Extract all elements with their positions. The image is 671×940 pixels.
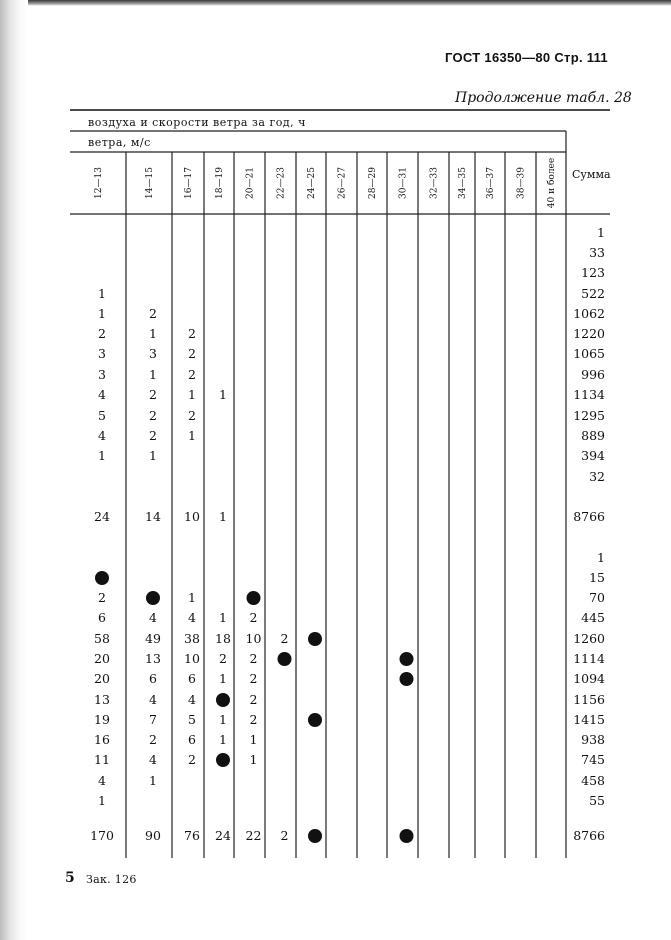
table-cell: 2 — [219, 651, 227, 666]
row-sum: 70 — [589, 590, 605, 605]
table-cell: 6 — [98, 610, 106, 625]
row-sum: 1295 — [573, 408, 605, 423]
standard-code: ГОСТ 16350—80 Стр. 111 — [445, 50, 608, 65]
table-cell: 3 — [149, 346, 157, 361]
table-cell: 24 — [94, 509, 110, 524]
table-cell: 2 — [98, 326, 106, 341]
table-cell-dot — [247, 591, 261, 605]
row-sum: 1 — [597, 550, 605, 565]
table-cell: 2 — [149, 408, 157, 423]
table-cell: 1 — [188, 428, 196, 443]
table-cell: 38 — [184, 631, 200, 646]
row-sum: 1065 — [573, 346, 605, 361]
column-header: 30—31 — [398, 167, 409, 199]
table-cell: 4 — [188, 610, 196, 625]
column-header: 20—21 — [245, 167, 256, 199]
table-cell-dot — [95, 571, 109, 585]
table-cell-dot — [216, 693, 230, 707]
table-cell: 6 — [188, 732, 196, 747]
column-header: 22—23 — [276, 167, 287, 199]
table-cell: 1 — [149, 367, 157, 382]
table-cell: 2 — [280, 631, 289, 646]
row-sum: 1156 — [573, 692, 605, 707]
row-sum: 996 — [581, 367, 605, 382]
table-cell: 16 — [94, 732, 110, 747]
table-cell: 1 — [219, 387, 227, 402]
table-cell: 13 — [145, 651, 161, 666]
row-sum: 522 — [581, 286, 605, 301]
table-cell: 4 — [98, 773, 106, 788]
row-sum: 938 — [581, 732, 605, 747]
column-header: 34—35 — [458, 167, 468, 199]
row-sum: 458 — [581, 773, 605, 788]
table-cell: 170 — [90, 828, 114, 843]
table-cell: 2 — [249, 712, 258, 727]
row-sum: 1260 — [573, 631, 605, 646]
row-sum: 33 — [589, 245, 605, 260]
table-cell: 2 — [188, 326, 196, 341]
column-header: 24—25 — [307, 167, 317, 199]
table-cell: 14 — [145, 509, 161, 524]
table-cell: 1 — [98, 793, 106, 808]
table-cell: 2 — [188, 346, 196, 361]
table-cell: 2 — [249, 692, 258, 707]
table-continuation-label: Продолжение табл. 28 — [455, 90, 632, 106]
table-cell: 1 — [149, 773, 157, 788]
column-header: 18—19 — [215, 167, 225, 199]
table-cell: 1 — [98, 306, 106, 321]
table-cell: 1 — [249, 732, 258, 747]
column-header: 38—39 — [516, 167, 527, 199]
row-sum: 1415 — [573, 712, 605, 727]
table-cell-dot — [400, 829, 414, 843]
table-cell: 1 — [219, 671, 227, 686]
table-cell: 1 — [188, 590, 196, 605]
row-sum: 15 — [589, 570, 605, 585]
table-cell: 4 — [149, 752, 157, 767]
table-cell: 2 — [188, 367, 196, 382]
column-header: 32—33 — [429, 167, 440, 199]
table-cell: 20 — [94, 651, 110, 666]
table-cell: 20 — [94, 671, 110, 686]
table-cell: 49 — [145, 631, 161, 646]
table-cell: 10 — [184, 509, 200, 524]
table-cell: 4 — [98, 428, 106, 443]
table-cell: 2 — [188, 408, 196, 423]
row-sum: 1220 — [573, 326, 605, 341]
table-cell: 1 — [98, 448, 106, 463]
table-cell: 1 — [219, 732, 227, 747]
row-sum: 745 — [581, 752, 605, 767]
table-cell: 2 — [149, 732, 157, 747]
row-sum: 55 — [589, 793, 605, 808]
table-cell: 2 — [98, 590, 106, 605]
table-cell: 1 — [149, 448, 157, 463]
table-cell-dot — [146, 591, 160, 605]
table-cell: 2 — [249, 651, 258, 666]
column-header: 16—17 — [184, 167, 194, 199]
table-cell: 13 — [94, 692, 110, 707]
table-cell: 1 — [219, 509, 227, 524]
table-header-row1: воздуха и скорости ветра за год, ч — [88, 116, 306, 129]
table-cell: 2 — [149, 306, 157, 321]
row-sum: 1114 — [573, 651, 605, 666]
table-cell: 2 — [280, 828, 289, 843]
table-cell: 19 — [94, 712, 110, 727]
table-cell-dot — [308, 713, 322, 727]
table-cell: 7 — [149, 712, 157, 727]
column-header: 28—29 — [368, 167, 378, 199]
table-cell: 3 — [98, 346, 106, 361]
table-cell: 2 — [249, 610, 258, 625]
row-sum: 889 — [581, 428, 605, 443]
table-cell: 24 — [215, 828, 231, 843]
column-header: 26—27 — [337, 167, 348, 199]
table-cell: 22 — [245, 828, 262, 843]
table-cell: 4 — [149, 610, 157, 625]
table-cell: 2 — [188, 752, 196, 767]
sum-column-header: Сумма — [572, 168, 611, 181]
table-cell-dot — [400, 672, 414, 686]
table-cell: 76 — [184, 828, 200, 843]
table-cell: 1 — [188, 387, 196, 402]
table-cell: 10 — [245, 631, 262, 646]
column-header: 36—37 — [486, 167, 496, 199]
table-cell: 2 — [149, 387, 157, 402]
row-sum: 8766 — [573, 828, 605, 843]
table-cell: 90 — [145, 828, 161, 843]
table-cell: 1 — [98, 286, 106, 301]
table-cell: 6 — [188, 671, 196, 686]
row-sum: 394 — [581, 448, 605, 463]
table-cell: 4 — [98, 387, 106, 402]
table-cell: 2 — [149, 428, 157, 443]
table-cell-dot — [278, 652, 292, 666]
column-header: 12—13 — [94, 167, 104, 199]
table-cell-dot — [400, 652, 414, 666]
table-cell: 2 — [249, 671, 258, 686]
table-cell: 58 — [94, 631, 110, 646]
row-sum: 1062 — [573, 306, 605, 321]
column-header: 14—15 — [145, 167, 155, 199]
row-sum: 445 — [581, 610, 605, 625]
row-sum: 1134 — [573, 387, 605, 402]
table-cell: 1 — [219, 712, 227, 727]
table-cell: 1 — [149, 326, 157, 341]
table-cell-dot — [308, 829, 322, 843]
row-sum: 8766 — [573, 509, 605, 524]
table-cell: 1 — [249, 752, 258, 767]
row-sum: 32 — [589, 469, 605, 484]
table-cell: 4 — [188, 692, 196, 707]
table-cell: 10 — [184, 651, 200, 666]
table-cell: 3 — [98, 367, 106, 382]
table-cell: 4 — [149, 692, 157, 707]
table-cell: 11 — [94, 752, 110, 767]
table-cell-dot — [216, 753, 230, 767]
order-number: Зак. 126 — [86, 873, 137, 886]
table-cell: 18 — [215, 631, 231, 646]
row-sum: 1 — [597, 225, 605, 240]
table-cell: 1 — [219, 610, 227, 625]
table-header-row2: ветра, м/с — [88, 136, 151, 149]
table-cell: 6 — [149, 671, 157, 686]
table-cell-dot — [308, 632, 322, 646]
column-header: 40 и более — [547, 157, 557, 209]
table-cell: 5 — [98, 408, 106, 423]
row-sum: 123 — [581, 265, 605, 280]
row-sum: 1094 — [573, 671, 605, 686]
page-number: 5 — [65, 870, 75, 886]
table-cell: 5 — [188, 712, 196, 727]
